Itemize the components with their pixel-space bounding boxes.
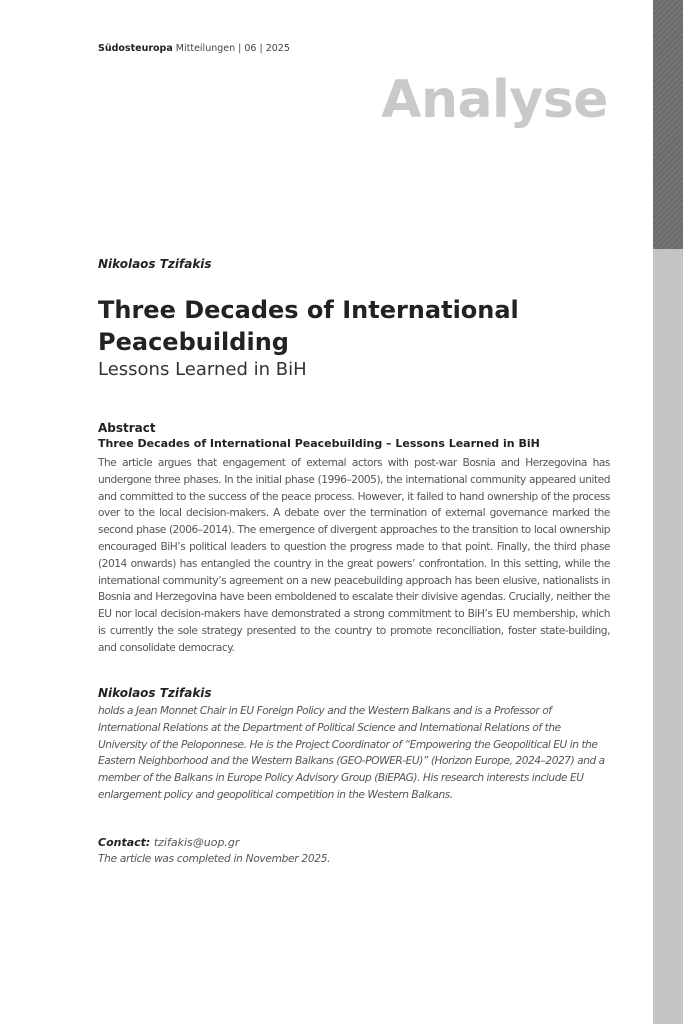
- contact-email[interactable]: tzifakis@uop.gr: [150, 836, 240, 849]
- abstract-heading: Abstract: [98, 421, 156, 435]
- article-title: Three Decades of International Peacebuilding: [98, 296, 519, 356]
- abstract-body: The article argues that engagement of external actors with post-war Bosnia and Herzegovina has undergone three phases. In the initial phase (1996–2005), the international community appeared united and committed to the success of the peace process. However, it failed to hand ownership of the process over to the local decision-makers. A debate over the termination of external governance marked the second phase (2006–2014). The emergence of divergent approaches to the transition to local ownership encouraged BiH’s political leaders to question the progress made to that point. Finally, the third phase (2014 onwards) has entangled the country in the great powers’ confrontation. In this setting, while the international community’s agreement on a new peacebuilding approach has been elusive, nationalists in Bosnia and Herzegovina have been emboldened to escalate their divisive agendas. Crucially, neither the EU nor local decision-makers have demonstrated a strong commitment to BiH’s EU membership, which is currently the sole strategy presented to the country to promote reconciliation, foster state-building, and consolidate democracy.: [98, 457, 610, 654]
- journal-brand: Südosteuropa: [98, 43, 173, 54]
- section-label: Analyse: [381, 70, 608, 130]
- side-margin-bar-hatched: [653, 0, 683, 249]
- author-bio: holds a Jean Monnet Chair in EU Foreign Policy and the Western Balkans and is a Professor of International Relations at the Department of Political Science and International Relations of the University of the Peloponnese. He is the Project Coordinator of “Empowering the Geopolitical EU in the Eastern Neighborhood and the Western Balkans (GEO-POWER-EU)” (Horizon Europe, 2024–2027) and a member of the Balkans in Europe Policy Advisory Group (BiEPAG). His research interests include EU enlargement policy and geopolitical competition in the Western Balkans.: [98, 705, 605, 801]
- author-name: Nikolaos Tzifakis: [98, 257, 212, 271]
- contact-line: [98, 836, 239, 849]
- article-subtitle: Lessons Learned in BiH: [98, 359, 307, 380]
- journal-issue: Mitteilungen | 06 | 2025: [172, 43, 290, 54]
- contact-label: Contact:: [98, 836, 151, 849]
- running-head: [98, 43, 290, 54]
- bio-author-name: Nikolaos Tzifakis: [98, 686, 212, 700]
- abstract-subheading: Three Decades of International Peacebuilding – Lessons Learned in BiH: [98, 437, 540, 450]
- completion-note: The article was completed in November 2025.: [98, 853, 331, 865]
